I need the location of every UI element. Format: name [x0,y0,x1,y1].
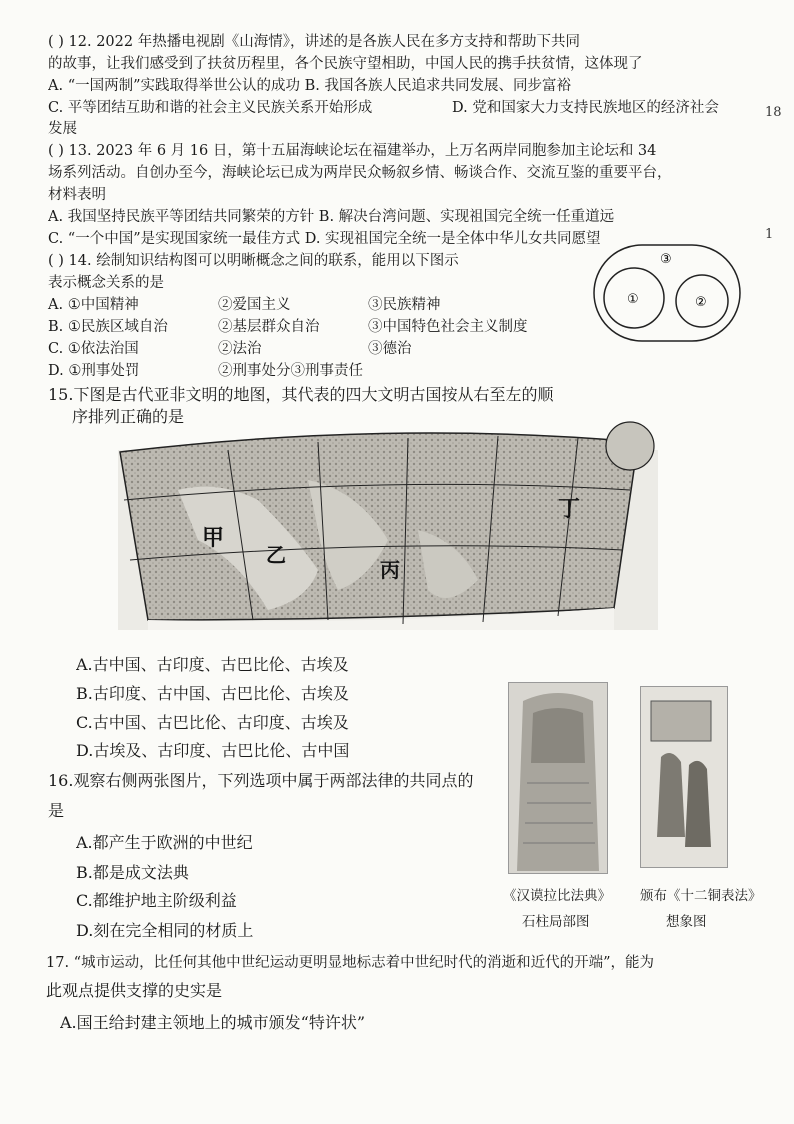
q16-line2: 是 [48,802,65,820]
margin-mark-2: 1 [765,227,774,242]
twelve-tables-drawing [641,687,727,867]
caption-hammurabi-title: 《汉谟拉比法典》 [503,888,611,904]
q12-line2: 的故事，让我们感受到了扶贫历程里，各个民族守望相助，中国人民的携手扶贫情，这体现了 [48,56,643,72]
q14-option-d [48,362,368,380]
venn-label-outer: ③ [660,252,672,267]
q14-option-a [48,296,441,314]
q14-option-b [48,318,528,336]
stele-relief [531,708,585,763]
q14-a-2: ②爱国主义 [218,297,291,313]
q17-option-a: A.国王给封建主领地上的城市颁发“特许状” [60,1014,366,1032]
q14-d-2: ②刑事处分③刑事责任 [218,363,363,379]
q14-line1: ( ) 14. 绘制知识结构图可以明晰概念之间的联系，能用以下图示 [48,253,459,269]
caption-twelve-tables-title: 颁布《十二铜表法》 [640,888,762,904]
venn-label-left: ① [627,292,639,307]
q17-line2: 此观点提供支撑的史实是 [46,982,223,1000]
q14-option-c [48,340,412,358]
q14-b-2: ②基层群众自治 [218,319,320,335]
q13-option-a-b: A. 我国坚持民族平等团结共同繁荣的方针 B. 解决台湾问题、实现祖国完全统一任重道远 [48,209,615,225]
drawing-figure-1 [657,753,685,837]
q14-c-3: ③德治 [368,341,412,357]
drawing-tablets [651,701,711,741]
q14-b-1: B. ①民族区域自治 [48,319,168,335]
q16-option-a: A.都产生于欧洲的中世纪 [76,834,253,852]
q15-line1: 15.下图是古代亚非文明的地图，其代表的四大文明古国按从右至左的顺 [48,386,554,404]
q16-option-b: B.都是成文法典 [76,864,189,882]
q15-option-b: B.古印度、古中国、古巴比伦、古埃及 [76,685,349,703]
q14-a-3: ③民族精神 [368,297,441,313]
q15-line2: 序排列正确的是 [72,408,185,426]
venn-diagram [592,243,742,343]
caption-hammurabi-sub: 石柱局部图 [522,914,590,930]
q13-line3: 材料表明 [48,187,106,203]
q15-option-d: D.古埃及、古印度、古巴比伦、古中国 [76,742,350,760]
map-label-jia: 甲 [202,526,225,551]
q12-line1: ( ) 12. 2022 年热播电视剧《山海情》，讲述的是各族人民在多方支持和帮助下共同 [48,34,580,50]
map-label-yi: 乙 [266,543,286,567]
q16-line1: 16.观察右侧两张图片，下列选项中属于两部法律的共同点的 [48,772,474,790]
q12-option-d-cont: 发展 [48,121,77,137]
q13-option-c-d: C. “一个中国”是实现国家统一最佳方式 D. 实现祖国完全统一是全体中华儿女共同愿望 [48,231,601,247]
q14-c-1: C. ①依法治国 [48,341,139,357]
hammurabi-stele-photo [508,682,608,874]
map-globe-inset [606,422,654,470]
q12-option-d: D. 党和国家大力支持民族地区的经济社会 [452,100,719,116]
venn-label-right: ② [695,295,707,310]
q12-option-a-b: A. “一国两制”实践取得举世公认的成功 B. 我国各族人民追求共同发展、同步富裕 [48,78,571,94]
q12-option-c: C. 平等团结互助和谐的社会主义民族关系开始形成 [48,100,373,116]
q15-option-a: A.古中国、古印度、古巴比伦、古埃及 [76,656,349,674]
q13-line1: ( ) 13. 2023 年 6 月 16 日，第十五届海峡论坛在福建举办，上万名两岸同胞参加主论坛和 34 [48,143,657,159]
twelve-tables-illustration [640,686,728,868]
q14-b-3: ③中国特色社会主义制度 [368,319,528,335]
q14-a-1: A. ①中国精神 [48,297,139,313]
q13-line2: 场系列活动。自创办至今，海峡论坛已成为两岸民众畅叙乡情、畅谈合作、交流互鉴的重要平台， [48,165,672,181]
q14-d-1: D. ①刑事处罚 [48,363,140,379]
q16-option-c: C.都维护地主阶级利益 [76,892,237,910]
map-label-ding: 丁 [558,497,581,522]
q14-line2: 表示概念关系的是 [48,275,164,291]
q17-line1: 17. “城市运动，比任何其他中世纪运动更明显地标志着中世纪时代的消逝和近代的开端”，能为 [46,955,654,971]
q16-option-d: D.刻在完全相同的材质上 [76,922,254,940]
margin-mark-1: 18 [765,105,782,120]
ancient-civilization-map [118,420,658,630]
drawing-figure-2 [685,761,711,847]
q15-option-c: C.古中国、古巴比伦、古印度、古埃及 [76,714,349,732]
caption-twelve-tables-sub: 想象图 [666,914,707,930]
stele-illustration [509,683,607,873]
map-label-bing: 丙 [380,558,400,582]
q14-c-2: ②法治 [218,341,262,357]
